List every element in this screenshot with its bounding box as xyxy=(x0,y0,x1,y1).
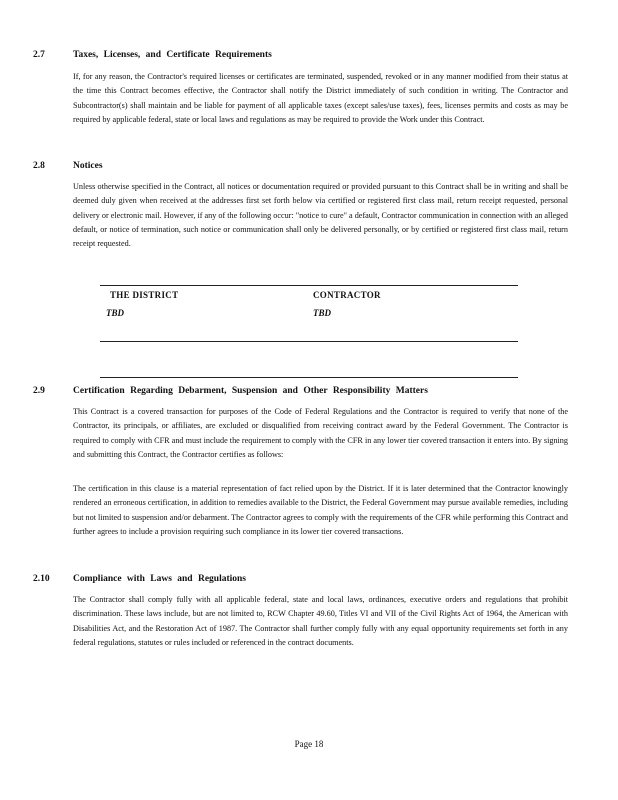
table-bottom-rule xyxy=(100,377,518,378)
section-paragraph: The Contractor shall comply fully with all applicable federal, state and local laws, ordinances, executive orders and regulations that prohibit discrimination. These laws include, but are not limited to, RCW Chapter 49.60, Titles VI and VII of the Civil Rights Act of 1964, the American with Disabilities Act, and the Restoration Act of 1987. The Contractor shall further comply fully with any equal opportunity requirements set forth in any federal regulations, statutes or rules included or referenced in the contract documents. xyxy=(73,595,568,647)
contractor-value: TBD xyxy=(313,308,331,318)
district-value: TBD xyxy=(106,308,124,318)
section-paragraph: This Contract is a covered transaction for purposes of the Code of Federal Regulations and the Contractor is required to verify that none of the Contractor, its principals, or affiliates, are excluded or disqualified from receiving contract award by the Federal Government. The Contractor is required to comply with CFR and must include the requirement to comply with the CFR in any lower tier covered transaction it enters into. By signing and submitting this Contract, the Contractor certifies as follows: xyxy=(73,407,568,459)
district-label: THE DISTRICT xyxy=(110,290,179,300)
section-number: 2.8 xyxy=(33,161,45,171)
section-paragraph: If, for any reason, the Contractor's required licenses or certificates are terminated, suspended, revoked or in any manner modified from their status at the time this Contract becomes effective, the Contractor shall notify the District immediately of such condition in writing. The Contractor and Subcontractor(s) shall maintain and be liable for payment of all applicable taxes (except sales/use taxes), fees, licenses permits and costs as may be required by applicable federal, state or local laws and regulations as may be required to provide the Work under this Contract. xyxy=(73,72,568,124)
section-heading: Certification Regarding Debarment, Suspension and Other Responsibility Matters xyxy=(73,386,428,396)
section-heading: Taxes, Licenses, and Certificate Requirements xyxy=(73,50,272,60)
section-number: 2.10 xyxy=(33,574,50,584)
section-paragraph: Unless otherwise specified in the Contract, all notices or documentation required or provided pursuant to this Contract shall be in writing and shall be deemed duly given when received at the addresses first set forth below via certified or registered first class mail, return receipt requested, personal delivery or electronic mail. However, if any of the following occur: "notice to cure" a default, Contractor communication in connection with an alleged default, or notice of termination, such notice or communication shall only be delivered personally, or by certified or registered first class mail, return receipt requested. xyxy=(73,182,568,249)
section-paragraph: The certification in this clause is a material representation of fact relied upon by the District. If it is later determined that the Contractor knowingly rendered an erroneous certification, in addition to remedies available to the District, the Federal Government may pursue available remedies, including but not limited to suspension and/or debarment. The Contractor agrees to comply with the requirements of the CFR while performing this Contract and further agrees to include a provision requiring such compliance in its lower tier covered transactions. xyxy=(73,484,568,536)
section-number: 2.9 xyxy=(33,386,45,396)
table-middle-rule xyxy=(100,341,518,342)
section-heading: Compliance with Laws and Regulations xyxy=(73,574,246,584)
section-heading: Notices xyxy=(73,161,103,171)
page-number: Page 18 xyxy=(294,739,324,749)
contractor-label: CONTRACTOR xyxy=(313,290,381,300)
section-number: 2.7 xyxy=(33,50,45,60)
table-top-rule xyxy=(100,285,518,286)
